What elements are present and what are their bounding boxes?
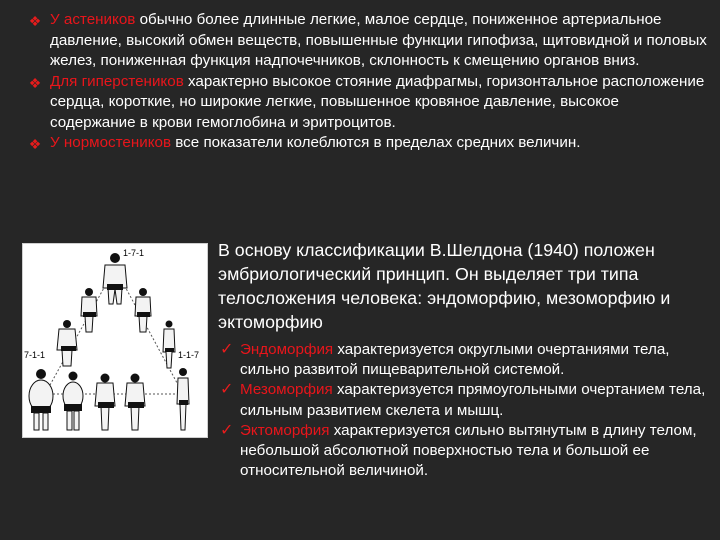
item-highlight: Эктоморфия bbox=[240, 421, 330, 439]
item-text: характеризуется округлыми очертаниями тела, сильно развитой пищеварительной системой. bbox=[240, 341, 670, 379]
sheldon-intro-paragraph: В основу классификации В.Шелдона (1940) положен эмбриологический принцип. Он выделяет три типа телосложения человека: эндоморфию, мезоморфию и эктоморфию bbox=[218, 240, 671, 332]
mesomorph-silhouette bbox=[103, 253, 127, 304]
bullet-text: характерно высокое стояние диафрагмы, горизонтальное расположение сердца, короткие, но широкие легкие, повышенное кровяное давление, высокое содержание в крови гемоглобина и эритроцитов. bbox=[50, 72, 705, 131]
item-text: характеризуется сильно вытянутым в длину телом, небольшой абсолютной поверхностью тела и большой ее относительной величиной. bbox=[240, 421, 697, 480]
somatotype-diagram bbox=[23, 244, 207, 437]
figure-row-bottom bbox=[29, 368, 189, 430]
item-text: характеризуется прямоугольными очертанием тела, сильным развитием скелета и мышц. bbox=[240, 381, 706, 419]
ectomorphy-item bbox=[218, 421, 708, 482]
figure-row-3 bbox=[57, 320, 175, 368]
checkmark-icon: ✓ bbox=[220, 421, 234, 439]
hypersthenic-bullet bbox=[28, 72, 708, 134]
bullet-highlight: Для гиперстеников bbox=[50, 72, 184, 90]
diamond-bullet-icon: ❖ bbox=[28, 74, 42, 91]
bullet-highlight: У астеников bbox=[50, 11, 136, 28]
somatotype-check-list bbox=[218, 340, 708, 481]
diamond-bullet-icon: ❖ bbox=[28, 136, 42, 152]
bullet-text: обычно более длинные легкие, малое сердце, пониженное артериальное давление, высокий обмен веществ, повышенные функции гипофиза, щитовидной и половых желез, пониженная функция надпочечников, склонность к смещению органов вниз. bbox=[50, 11, 707, 69]
normosthenic-bullet bbox=[28, 133, 708, 154]
item-highlight: Мезоморфия bbox=[240, 381, 333, 399]
label-endomorph: 7-1-1 bbox=[24, 350, 46, 360]
checkmark-icon: ✓ bbox=[220, 381, 234, 399]
item-highlight: Эндоморфия bbox=[240, 341, 334, 358]
mesomorphy-item bbox=[218, 380, 708, 420]
label-ectomorph: 1-1-7 bbox=[178, 350, 200, 360]
label-mesomorph: 1-7-1 bbox=[123, 248, 145, 258]
diamond-bullet-icon: ❖ bbox=[28, 13, 42, 29]
bullet-text: все показатели колеблются в пределах средних величин. bbox=[171, 134, 581, 151]
somatotype-figure bbox=[22, 243, 208, 438]
endomorphy-item bbox=[218, 340, 708, 380]
body-type-bullet-list bbox=[28, 10, 708, 154]
checkmark-icon: ✓ bbox=[220, 341, 234, 358]
bullet-highlight: У нормостеников bbox=[50, 134, 172, 151]
asthenic-bullet bbox=[28, 10, 708, 72]
